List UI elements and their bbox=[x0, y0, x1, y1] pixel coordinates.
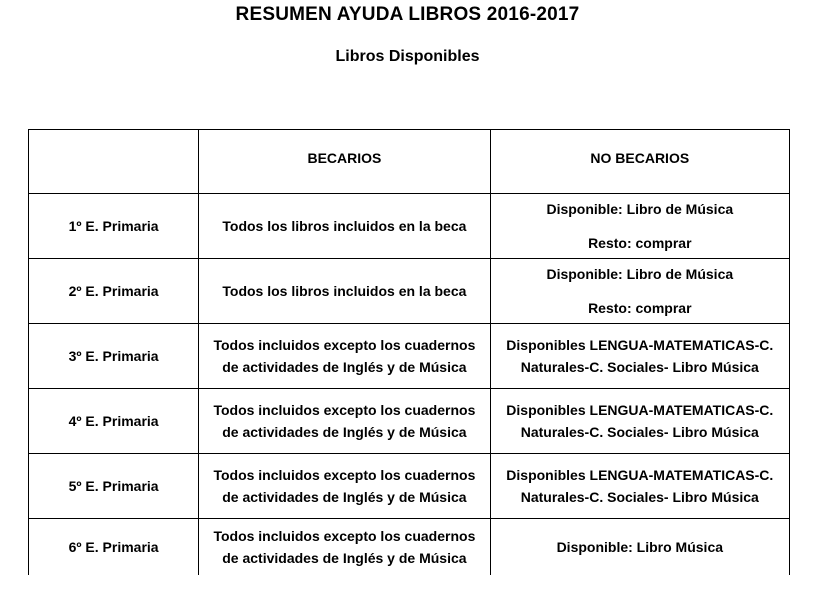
no-becarios-cell bbox=[490, 389, 789, 454]
level-cell: 3º E. Primaria bbox=[29, 324, 199, 389]
table-row bbox=[29, 259, 790, 324]
no-becarios-line: Disponible: Libro de Música bbox=[546, 266, 734, 282]
becarios-line: de actividades de Inglés y de Música bbox=[222, 550, 467, 566]
table-header-row bbox=[29, 130, 790, 194]
no-becarios-line: Naturales-C. Sociales- Libro Música bbox=[520, 489, 759, 505]
header-level bbox=[29, 130, 199, 194]
becarios-cell bbox=[199, 194, 490, 259]
no-becarios-line: Naturales-C. Sociales- Libro Música bbox=[520, 359, 759, 375]
becarios-line: de actividades de Inglés y de Música bbox=[222, 489, 467, 505]
books-table bbox=[28, 129, 790, 575]
becarios-line: de actividades de Inglés y de Música bbox=[222, 424, 467, 440]
becarios-line: Todos los libros incluidos en la beca bbox=[222, 283, 467, 299]
no-becarios-cell bbox=[490, 519, 789, 576]
level-cell: 4º E. Primaria bbox=[29, 389, 199, 454]
becarios-cell bbox=[199, 519, 490, 576]
level-cell: 1º E. Primaria bbox=[29, 194, 199, 259]
document-title: RESUMEN AYUDA LIBROS 2016-2017 bbox=[235, 4, 580, 25]
becarios-line: de actividades de Inglés y de Música bbox=[222, 359, 467, 375]
table-row bbox=[29, 519, 790, 576]
no-becarios-cell bbox=[490, 324, 789, 389]
document-subtitle: Libros Disponibles bbox=[335, 48, 480, 65]
becarios-line: Todos incluidos excepto los cuadernos bbox=[213, 467, 476, 483]
no-becarios-cell bbox=[490, 259, 789, 324]
no-becarios-line: Disponibles LENGUA-MATEMATICAS-C. bbox=[506, 467, 774, 483]
becarios-cell bbox=[199, 259, 490, 324]
no-becarios-line: Disponibles LENGUA-MATEMATICAS-C. bbox=[506, 337, 774, 353]
level-cell: 2º E. Primaria bbox=[29, 259, 199, 324]
no-becarios-line: Resto: comprar bbox=[588, 235, 692, 251]
becarios-line: Todos incluidos excepto los cuadernos bbox=[213, 337, 476, 353]
becarios-line: Todos incluidos excepto los cuadernos bbox=[213, 528, 476, 544]
header-no-becarios: NO BECARIOS bbox=[490, 130, 789, 194]
no-becarios-line: Disponibles LENGUA-MATEMATICAS-C. bbox=[506, 402, 774, 418]
becarios-cell bbox=[199, 389, 490, 454]
level-cell: 6º E. Primaria bbox=[29, 519, 199, 576]
table-row bbox=[29, 324, 790, 389]
becarios-cell bbox=[199, 324, 490, 389]
no-becarios-line: Naturales-C. Sociales- Libro Música bbox=[520, 424, 759, 440]
becarios-line: Todos los libros incluidos en la beca bbox=[222, 218, 467, 234]
becarios-cell bbox=[199, 454, 490, 519]
header-becarios: BECARIOS bbox=[199, 130, 490, 194]
no-becarios-cell bbox=[490, 194, 789, 259]
no-becarios-cell bbox=[490, 454, 789, 519]
level-cell: 5º E. Primaria bbox=[29, 454, 199, 519]
becarios-line: Todos incluidos excepto los cuadernos bbox=[213, 402, 476, 418]
no-becarios-line: Disponible: Libro de Música bbox=[546, 201, 734, 217]
table-row bbox=[29, 454, 790, 519]
table-row bbox=[29, 194, 790, 259]
no-becarios-line: Resto: comprar bbox=[588, 300, 692, 316]
table-row bbox=[29, 389, 790, 454]
no-becarios-line: Disponible: Libro Música bbox=[556, 539, 724, 555]
